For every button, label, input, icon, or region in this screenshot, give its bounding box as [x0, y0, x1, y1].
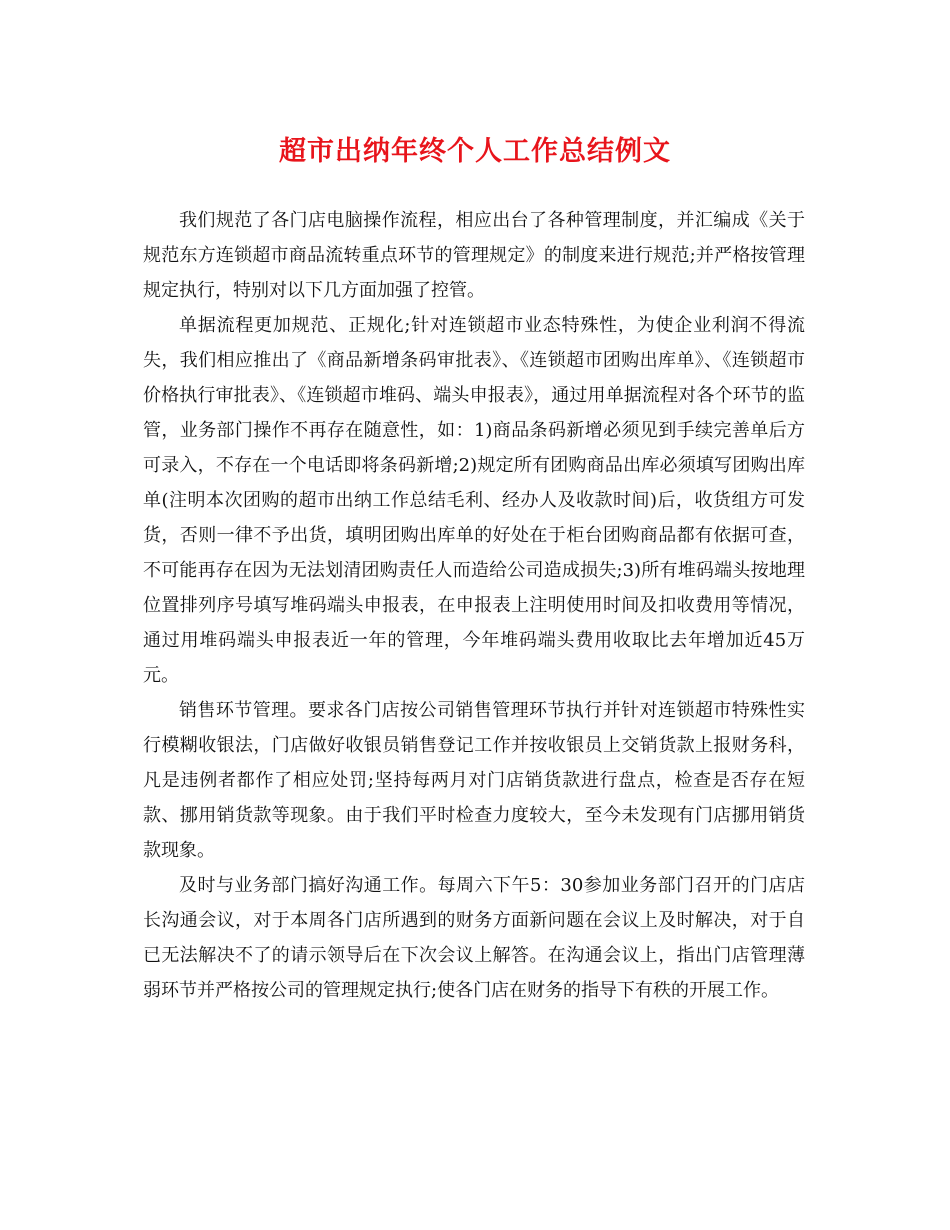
document-body — [143, 203, 805, 1008]
paragraph-4: 及时与业务部门搞好沟通工作。每周六下午5：30参加业务部门召开的门店店长沟通会议，对于本周各门店所遇到的财务方面新问题在会议上及时解决，对于自已无法解决不了的请示领导后在下次会议上解答。在沟通会议上，指出门店管理薄弱环节并严格按公司的管理规定执行;使各门店在财务的指导下有秩的开展工作。 — [143, 875, 805, 1001]
document-title: 超市出纳年终个人工作总结例文 — [279, 136, 671, 167]
paragraph-1: 我们规范了各门店电脑操作流程，相应出台了各种管理制度，并汇编成《关于规范东方连锁超市商品流转重点环节的管理规定》的制度来进行规范;并严格按管理规定执行，特别对以下几方面加强了控管。 — [143, 210, 805, 301]
paragraph-2: 单据流程更加规范、正规化;针对连锁超市业态特殊性，为使企业利润不得流失，我们相应推出了《商品新增条码审批表》、《连锁超市团购出库单》、《连锁超市价格执行审批表》、《连锁超市堆码、端头申报表》，通过用单据流程对各个环节的监管，业务部门操作不再存在随意性，如：1)商品条码新增必须见到手续完善单后方可录入，不存在一个电话即将条码新增;2)规定所有团购商品出库必须填写团购出库单(注明本次团购的超市出纳工作总结毛利、经办人及收款时间)后，收货组方可发货，否则一律不予出货，填明团购出库单的好处在于柜台团购商品都有依据可查，不可能再存在因为无法划清团购责任人而造给公司造成损失;3)所有堆码端头按地理位置排列序号填写堆码端头申报表，在申报表上注明使用时间及扣收费用等情况，通过用堆码端头申报表近一年的管理，今年堆码端头费用收取比去年增加近45万元。 — [143, 315, 805, 686]
paragraph-3: 销售环节管理。要求各门店按公司销售管理环节执行并针对连锁超市特殊性实行模糊收银法，门店做好收银员销售登记工作并按收银员上交销货款上报财务科，凡是违例者都作了相应处罚;坚持每两月对门店销货款进行盘点，检查是否存在短款、挪用销货款等现象。由于我们平时检查力度较大，至今未发现有门店挪用销货款现象。 — [143, 700, 805, 861]
